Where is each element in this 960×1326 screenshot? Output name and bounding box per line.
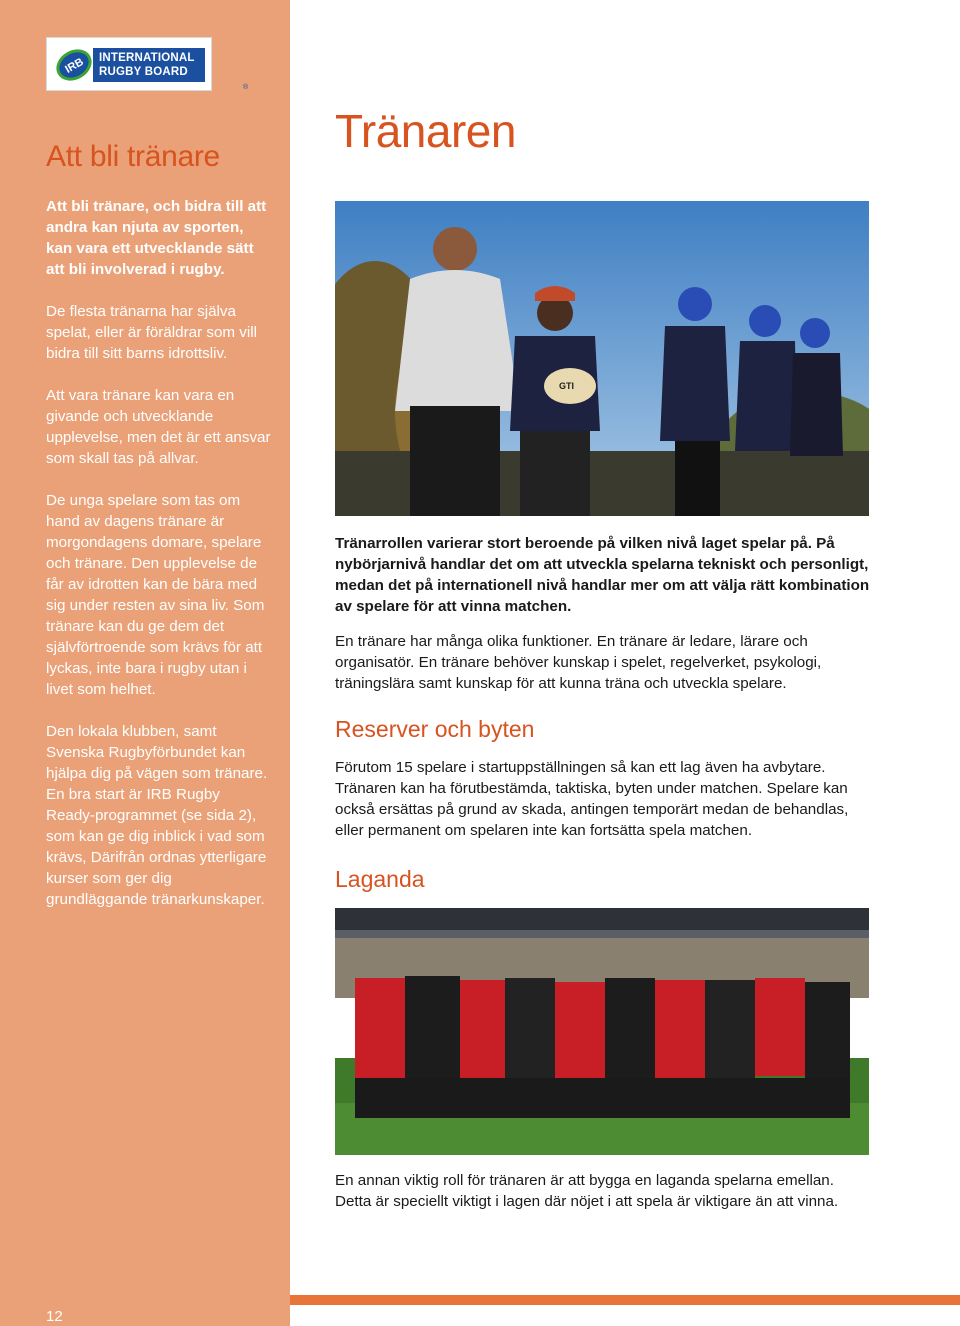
sidebar-paragraph: De flesta tränarna har själva spelat, eller är föräldrar som vill bidra till sitt barns idrottsliv. [46, 303, 258, 362]
irb-logo[interactable] [46, 37, 249, 91]
footer-accent-line [290, 1295, 960, 1305]
irb-ball-icon [55, 46, 93, 84]
ball-label: GTI [559, 381, 574, 391]
sidebar-paragraph: De unga spelare som tas om hand av dagens tränare är morgondagens domare, spelare och tränare. Den upplevelse de får av idrotten kan de bära med sig under resten av sina liv. Som tränare kan du ge dem det självförtroende som krävs för att lyckas, inte bara i rugby utan i livet som helhet. [46, 492, 265, 698]
team-huddle-photo [335, 908, 869, 1155]
page-number: 12 [46, 1308, 63, 1325]
sidebar-paragraph: Att vara tränare kan vara en givande och utvecklande upplevelse, men det är ett ansvar som skall tas på allvar. [46, 387, 271, 467]
coach-with-kids-photo [335, 201, 869, 516]
logo-badge-text: IRB [63, 55, 86, 76]
reserver-paragraph: Förutom 15 spelare i startuppställningen så kan ett lag även ha avbytare. Tränaren kan ha förutbestämda, taktiska, byten under matchen. Spelare kan också ersättas på grund av skada, antingen temporärt medan de behandlas, eller permanent om spelaren inte kan fortsätta spela matchen. [335, 759, 849, 839]
heading-reserver: Reserver och byten [335, 716, 535, 742]
footer-sidebar-strip [0, 1295, 290, 1326]
logo-wordmark [93, 48, 205, 82]
functions-paragraph: En tränare har många olika funktioner. En tränare är ledare, lärare och organisatör. En tränare behöver kunskap i spelet, regelverket, psykologi, träningslära samt kunskap för att kunna träna och utveckla spelare. [335, 633, 822, 692]
footer-white-strip [290, 1305, 960, 1326]
sidebar-title: Att bli tränare [46, 140, 220, 173]
laganda-paragraph: En annan viktig roll för tränaren är att bygga en laganda spelarna emellan. Detta är speciellt viktigt i lagen där nöjet i att spela är viktigare än att vinna. [335, 1172, 839, 1210]
sidebar-paragraph: Att bli tränare, och bidra till att andra kan njuta av sporten, kan vara ett utvecklande sätt att bli involverad i rugby. [46, 198, 267, 278]
lead-paragraph: Tränarrollen varierar stort beroende på vilken nivå laget spelar på. På nybörjarnivå handlar det om att utveckla spelarna tekniskt och personligt, medan det på internationell nivå handlar mer om att välja rätt kombination av spelare för att vinna matchen. [335, 535, 870, 615]
heading-laganda: Laganda [335, 866, 425, 892]
sidebar-text [46, 196, 271, 931]
registered-mark: ® [243, 84, 249, 91]
sidebar-paragraph: Den lokala klubben, samt Svenska Rugbyförbundet kan hjälpa dig på vägen som tränare. En bra start är IRB Rugby Ready-programmet (se sida 2), som kan ge dig inblick i vad som krävs, Därifrån ordnas ytterligare kurser som ger dig grundläggande tränarkunskaper. [46, 723, 268, 908]
logo-line-2: RUGBY BOARD [99, 66, 188, 78]
page-title: Tränaren [335, 105, 516, 157]
logo-line-1: INTERNATIONAL [99, 52, 195, 64]
